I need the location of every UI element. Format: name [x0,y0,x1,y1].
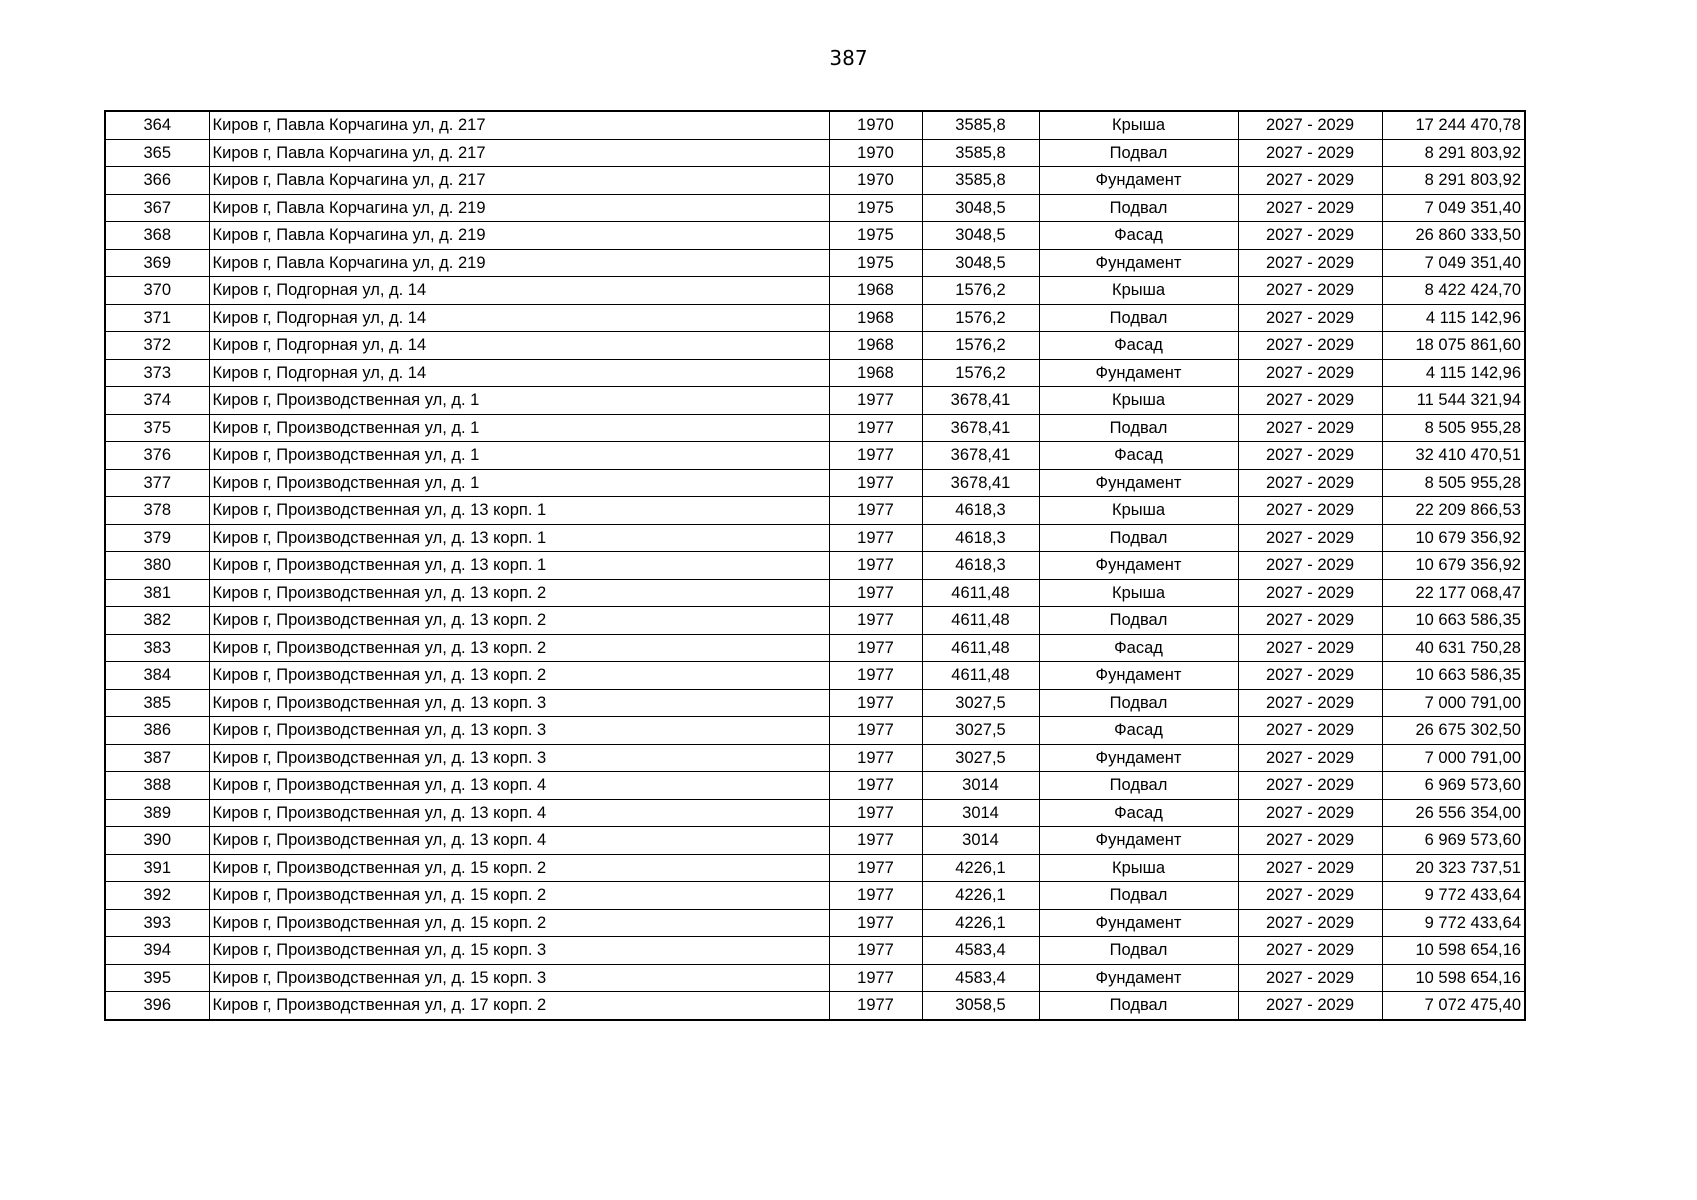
address-cell: Киров г, Подгорная ул, д. 14 [209,277,829,305]
row-number-cell: 375 [105,414,209,442]
address-cell: Киров г, Производственная ул, д. 15 корп. 2 [209,909,829,937]
table-row [105,442,1525,470]
work-type-cell: Фасад [1039,442,1238,470]
area-cell: 3048,5 [922,194,1039,222]
address-cell: Киров г, Производственная ул, д. 13 корп. 4 [209,772,829,800]
table-row [105,909,1525,937]
row-number-cell: 386 [105,717,209,745]
area-cell: 4226,1 [922,909,1039,937]
work-type-cell: Крыша [1039,111,1238,139]
year-built-cell: 1977 [829,607,922,635]
period-cell: 2027 - 2029 [1238,111,1382,139]
table-row [105,497,1525,525]
row-number-cell: 378 [105,497,209,525]
area-cell: 4583,4 [922,937,1039,965]
area-cell: 3014 [922,827,1039,855]
row-number-cell: 370 [105,277,209,305]
year-built-cell: 1968 [829,277,922,305]
period-cell: 2027 - 2029 [1238,909,1382,937]
year-built-cell: 1968 [829,359,922,387]
work-type-cell: Крыша [1039,854,1238,882]
cost-cell: 8 291 803,92 [1382,167,1525,195]
area-cell: 4583,4 [922,964,1039,992]
table-row [105,414,1525,442]
row-number-cell: 372 [105,332,209,360]
row-number-cell: 377 [105,469,209,497]
work-type-cell: Фасад [1039,634,1238,662]
year-built-cell: 1977 [829,634,922,662]
table-row [105,332,1525,360]
year-built-cell: 1977 [829,579,922,607]
period-cell: 2027 - 2029 [1238,524,1382,552]
cost-cell: 40 631 750,28 [1382,634,1525,662]
cost-cell: 8 505 955,28 [1382,469,1525,497]
area-cell: 4618,3 [922,524,1039,552]
work-type-cell: Подвал [1039,772,1238,800]
area-cell: 1576,2 [922,304,1039,332]
address-cell: Киров г, Подгорная ул, д. 14 [209,304,829,332]
year-built-cell: 1970 [829,111,922,139]
table-row [105,882,1525,910]
cost-cell: 7 000 791,00 [1382,744,1525,772]
address-cell: Киров г, Подгорная ул, д. 14 [209,332,829,360]
address-cell: Киров г, Производственная ул, д. 13 корп. 3 [209,744,829,772]
table-row [105,662,1525,690]
cost-cell: 10 679 356,92 [1382,552,1525,580]
cost-cell: 17 244 470,78 [1382,111,1525,139]
table-body [105,111,1525,1020]
work-type-cell: Фундамент [1039,359,1238,387]
work-type-cell: Подвал [1039,194,1238,222]
work-type-cell: Фасад [1039,799,1238,827]
address-cell: Киров г, Производственная ул, д. 15 корп. 2 [209,854,829,882]
area-cell: 3027,5 [922,744,1039,772]
cost-cell: 8 505 955,28 [1382,414,1525,442]
table-row [105,744,1525,772]
table-row [105,249,1525,277]
work-type-cell: Фасад [1039,222,1238,250]
address-cell: Киров г, Производственная ул, д. 13 корп. 1 [209,524,829,552]
table-row [105,827,1525,855]
table-row [105,717,1525,745]
period-cell: 2027 - 2029 [1238,799,1382,827]
row-number-cell: 371 [105,304,209,332]
year-built-cell: 1977 [829,387,922,415]
period-cell: 2027 - 2029 [1238,634,1382,662]
period-cell: 2027 - 2029 [1238,579,1382,607]
row-number-cell: 382 [105,607,209,635]
year-built-cell: 1977 [829,717,922,745]
year-built-cell: 1977 [829,937,922,965]
period-cell: 2027 - 2029 [1238,249,1382,277]
year-built-cell: 1977 [829,414,922,442]
period-cell: 2027 - 2029 [1238,689,1382,717]
cost-cell: 9 772 433,64 [1382,882,1525,910]
work-type-cell: Подвал [1039,524,1238,552]
cost-cell: 10 598 654,16 [1382,964,1525,992]
row-number-cell: 373 [105,359,209,387]
area-cell: 4226,1 [922,882,1039,910]
row-number-cell: 374 [105,387,209,415]
work-type-cell: Фундамент [1039,167,1238,195]
work-type-cell: Фундамент [1039,964,1238,992]
address-cell: Киров г, Производственная ул, д. 1 [209,469,829,497]
row-number-cell: 384 [105,662,209,690]
work-type-cell: Фундамент [1039,552,1238,580]
address-cell: Киров г, Павла Корчагина ул, д. 217 [209,167,829,195]
table-row [105,194,1525,222]
work-type-cell: Крыша [1039,579,1238,607]
table-row [105,552,1525,580]
repair-schedule-table [104,110,1526,1021]
period-cell: 2027 - 2029 [1238,992,1382,1020]
address-cell: Киров г, Производственная ул, д. 13 корп. 3 [209,689,829,717]
period-cell: 2027 - 2029 [1238,194,1382,222]
work-type-cell: Крыша [1039,277,1238,305]
row-number-cell: 364 [105,111,209,139]
cost-cell: 8 291 803,92 [1382,139,1525,167]
work-type-cell: Фасад [1039,717,1238,745]
table-row [105,111,1525,139]
work-type-cell: Подвал [1039,689,1238,717]
period-cell: 2027 - 2029 [1238,607,1382,635]
address-cell: Киров г, Производственная ул, д. 15 корп. 3 [209,937,829,965]
period-cell: 2027 - 2029 [1238,222,1382,250]
cost-cell: 10 598 654,16 [1382,937,1525,965]
address-cell: Киров г, Павла Корчагина ул, д. 217 [209,139,829,167]
row-number-cell: 365 [105,139,209,167]
period-cell: 2027 - 2029 [1238,854,1382,882]
work-type-cell: Подвал [1039,139,1238,167]
year-built-cell: 1977 [829,744,922,772]
address-cell: Киров г, Павла Корчагина ул, д. 219 [209,249,829,277]
cost-cell: 26 556 354,00 [1382,799,1525,827]
year-built-cell: 1977 [829,964,922,992]
year-built-cell: 1977 [829,662,922,690]
address-cell: Киров г, Производственная ул, д. 13 корп. 4 [209,799,829,827]
area-cell: 3048,5 [922,249,1039,277]
area-cell: 3048,5 [922,222,1039,250]
area-cell: 1576,2 [922,332,1039,360]
table-row [105,772,1525,800]
year-built-cell: 1977 [829,689,922,717]
cost-cell: 7 049 351,40 [1382,194,1525,222]
work-type-cell: Подвал [1039,304,1238,332]
table-row [105,799,1525,827]
row-number-cell: 393 [105,909,209,937]
work-type-cell: Фундамент [1039,744,1238,772]
row-number-cell: 381 [105,579,209,607]
cost-cell: 18 075 861,60 [1382,332,1525,360]
work-type-cell: Фундамент [1039,909,1238,937]
cost-cell: 8 422 424,70 [1382,277,1525,305]
period-cell: 2027 - 2029 [1238,469,1382,497]
table-row [105,304,1525,332]
year-built-cell: 1977 [829,827,922,855]
year-built-cell: 1977 [829,854,922,882]
row-number-cell: 389 [105,799,209,827]
table-row [105,524,1525,552]
year-built-cell: 1975 [829,222,922,250]
table-row [105,854,1525,882]
year-built-cell: 1977 [829,992,922,1020]
year-built-cell: 1968 [829,304,922,332]
period-cell: 2027 - 2029 [1238,414,1382,442]
year-built-cell: 1977 [829,524,922,552]
year-built-cell: 1977 [829,772,922,800]
cost-cell: 7 000 791,00 [1382,689,1525,717]
address-cell: Киров г, Производственная ул, д. 13 корп. 4 [209,827,829,855]
period-cell: 2027 - 2029 [1238,552,1382,580]
year-built-cell: 1968 [829,332,922,360]
row-number-cell: 385 [105,689,209,717]
work-type-cell: Подвал [1039,607,1238,635]
address-cell: Киров г, Производственная ул, д. 1 [209,442,829,470]
cost-cell: 7 072 475,40 [1382,992,1525,1020]
area-cell: 4611,48 [922,662,1039,690]
area-cell: 3678,41 [922,469,1039,497]
period-cell: 2027 - 2029 [1238,304,1382,332]
work-type-cell: Подвал [1039,937,1238,965]
address-cell: Киров г, Производственная ул, д. 13 корп. 2 [209,579,829,607]
period-cell: 2027 - 2029 [1238,882,1382,910]
table-row [105,937,1525,965]
period-cell: 2027 - 2029 [1238,497,1382,525]
period-cell: 2027 - 2029 [1238,359,1382,387]
row-number-cell: 366 [105,167,209,195]
area-cell: 3678,41 [922,442,1039,470]
address-cell: Киров г, Павла Корчагина ул, д. 219 [209,222,829,250]
row-number-cell: 396 [105,992,209,1020]
cost-cell: 6 969 573,60 [1382,772,1525,800]
row-number-cell: 387 [105,744,209,772]
address-cell: Киров г, Производственная ул, д. 13 корп. 1 [209,552,829,580]
area-cell: 1576,2 [922,277,1039,305]
work-type-cell: Фундамент [1039,827,1238,855]
period-cell: 2027 - 2029 [1238,167,1382,195]
year-built-cell: 1975 [829,249,922,277]
table-row [105,964,1525,992]
period-cell: 2027 - 2029 [1238,964,1382,992]
period-cell: 2027 - 2029 [1238,827,1382,855]
work-type-cell: Фундамент [1039,662,1238,690]
row-number-cell: 390 [105,827,209,855]
cost-cell: 20 323 737,51 [1382,854,1525,882]
work-type-cell: Крыша [1039,497,1238,525]
work-type-cell: Подвал [1039,414,1238,442]
address-cell: Киров г, Производственная ул, д. 13 корп. 3 [209,717,829,745]
table-row [105,139,1525,167]
cost-cell: 4 115 142,96 [1382,304,1525,332]
period-cell: 2027 - 2029 [1238,387,1382,415]
cost-cell: 9 772 433,64 [1382,909,1525,937]
table-row [105,579,1525,607]
work-type-cell: Фундамент [1039,469,1238,497]
address-cell: Киров г, Производственная ул, д. 15 корп. 2 [209,882,829,910]
area-cell: 3027,5 [922,717,1039,745]
row-number-cell: 367 [105,194,209,222]
row-number-cell: 376 [105,442,209,470]
period-cell: 2027 - 2029 [1238,139,1382,167]
area-cell: 4618,3 [922,497,1039,525]
year-built-cell: 1975 [829,194,922,222]
cost-cell: 7 049 351,40 [1382,249,1525,277]
row-number-cell: 368 [105,222,209,250]
period-cell: 2027 - 2029 [1238,772,1382,800]
cost-cell: 10 663 586,35 [1382,607,1525,635]
cost-cell: 22 209 866,53 [1382,497,1525,525]
cost-cell: 26 675 302,50 [1382,717,1525,745]
row-number-cell: 383 [105,634,209,662]
row-number-cell: 391 [105,854,209,882]
year-built-cell: 1977 [829,442,922,470]
work-type-cell: Фасад [1039,332,1238,360]
year-built-cell: 1977 [829,909,922,937]
row-number-cell: 388 [105,772,209,800]
year-built-cell: 1977 [829,469,922,497]
table-row [105,222,1525,250]
area-cell: 3585,8 [922,167,1039,195]
row-number-cell: 395 [105,964,209,992]
address-cell: Киров г, Павла Корчагина ул, д. 217 [209,111,829,139]
area-cell: 3058,5 [922,992,1039,1020]
row-number-cell: 392 [105,882,209,910]
area-cell: 3014 [922,799,1039,827]
address-cell: Киров г, Производственная ул, д. 15 корп. 3 [209,964,829,992]
cost-cell: 22 177 068,47 [1382,579,1525,607]
row-number-cell: 380 [105,552,209,580]
table-row [105,607,1525,635]
area-cell: 4611,48 [922,634,1039,662]
cost-cell: 26 860 333,50 [1382,222,1525,250]
area-cell: 3678,41 [922,414,1039,442]
address-cell: Киров г, Производственная ул, д. 13 корп. 2 [209,662,829,690]
year-built-cell: 1977 [829,497,922,525]
address-cell: Киров г, Производственная ул, д. 1 [209,387,829,415]
cost-cell: 11 544 321,94 [1382,387,1525,415]
period-cell: 2027 - 2029 [1238,744,1382,772]
cost-cell: 32 410 470,51 [1382,442,1525,470]
cost-cell: 10 679 356,92 [1382,524,1525,552]
year-built-cell: 1970 [829,167,922,195]
table-row [105,359,1525,387]
year-built-cell: 1977 [829,882,922,910]
address-cell: Киров г, Павла Корчагина ул, д. 219 [209,194,829,222]
cost-cell: 4 115 142,96 [1382,359,1525,387]
area-cell: 4618,3 [922,552,1039,580]
table-row [105,992,1525,1020]
area-cell: 4226,1 [922,854,1039,882]
table-row [105,634,1525,662]
period-cell: 2027 - 2029 [1238,937,1382,965]
table-row [105,167,1525,195]
row-number-cell: 379 [105,524,209,552]
page-number: 387 [829,46,868,70]
area-cell: 4611,48 [922,607,1039,635]
address-cell: Киров г, Производственная ул, д. 13 корп. 2 [209,607,829,635]
address-cell: Киров г, Производственная ул, д. 1 [209,414,829,442]
table-row [105,689,1525,717]
table-row [105,469,1525,497]
area-cell: 3678,41 [922,387,1039,415]
period-cell: 2027 - 2029 [1238,717,1382,745]
work-type-cell: Крыша [1039,387,1238,415]
period-cell: 2027 - 2029 [1238,332,1382,360]
work-type-cell: Подвал [1039,992,1238,1020]
area-cell: 3027,5 [922,689,1039,717]
cost-cell: 10 663 586,35 [1382,662,1525,690]
row-number-cell: 369 [105,249,209,277]
area-cell: 4611,48 [922,579,1039,607]
area-cell: 1576,2 [922,359,1039,387]
work-type-cell: Фундамент [1039,249,1238,277]
table-row [105,387,1525,415]
work-type-cell: Подвал [1039,882,1238,910]
cost-cell: 6 969 573,60 [1382,827,1525,855]
area-cell: 3014 [922,772,1039,800]
address-cell: Киров г, Подгорная ул, д. 14 [209,359,829,387]
period-cell: 2027 - 2029 [1238,662,1382,690]
area-cell: 3585,8 [922,111,1039,139]
row-number-cell: 394 [105,937,209,965]
table-row [105,277,1525,305]
address-cell: Киров г, Производственная ул, д. 13 корп. 2 [209,634,829,662]
address-cell: Киров г, Производственная ул, д. 17 корп. 2 [209,992,829,1020]
area-cell: 3585,8 [922,139,1039,167]
period-cell: 2027 - 2029 [1238,277,1382,305]
year-built-cell: 1977 [829,552,922,580]
address-cell: Киров г, Производственная ул, д. 13 корп. 1 [209,497,829,525]
year-built-cell: 1977 [829,799,922,827]
period-cell: 2027 - 2029 [1238,442,1382,470]
year-built-cell: 1970 [829,139,922,167]
